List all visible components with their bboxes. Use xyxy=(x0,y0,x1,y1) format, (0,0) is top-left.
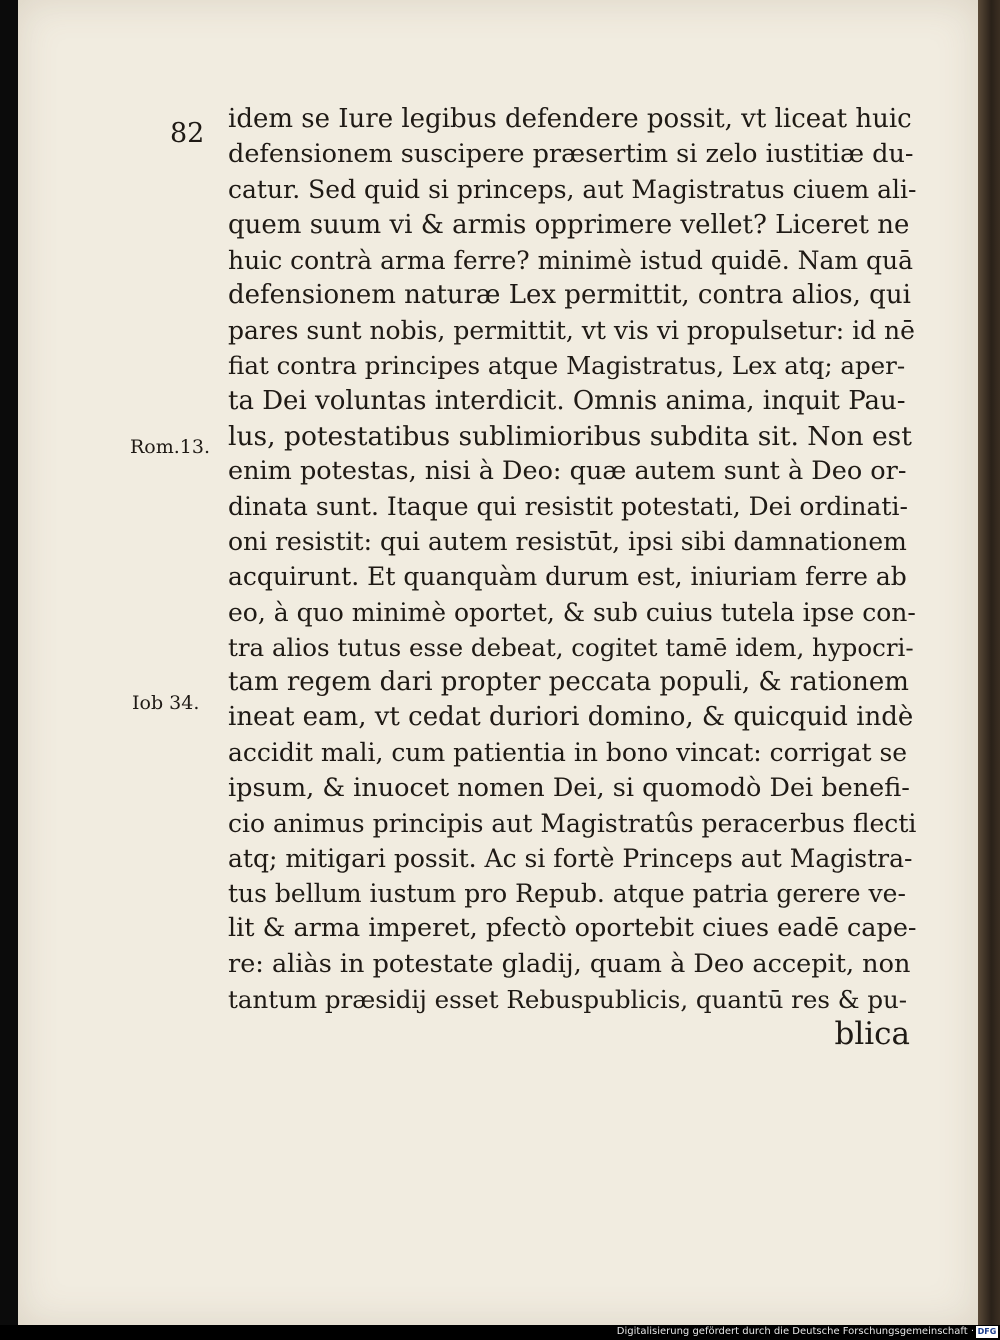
text-line: dinata sunt. Itaque qui resistit potestati, Dei ordinati- xyxy=(228,492,908,522)
text-line: huic contrà arma ferre? minimè istud quidē. Nam quā xyxy=(228,245,914,275)
margin-note-job: Iob 34. xyxy=(132,692,200,714)
text-line: enim potestas, nisi à Deo: quæ autem sunt à Deo or- xyxy=(228,455,907,486)
body-text xyxy=(228,102,918,1052)
text-line: pares sunt nobis, permittit, vt vis vi propulsetur: id nē xyxy=(228,316,915,346)
book-edge xyxy=(978,0,1000,1325)
text-line: catur. Sed quid si princeps, aut Magistratus ciuem ali- xyxy=(228,175,917,205)
text-line: acquirunt. Et quanquàm durum est, iniuriam ferre ab xyxy=(228,562,907,592)
text-line: ineat eam, vt cedat duriori domino, & quicquid indè xyxy=(228,702,914,733)
dfg-logo-icon: DFG xyxy=(977,1327,997,1336)
page-number: 82 xyxy=(170,118,205,149)
text-line: tus bellum iustum pro Repub. atque patria gerere ve- xyxy=(228,879,906,909)
text-line: ipsum, & inuocet nomen Dei, si quomodò Dei benefi- xyxy=(228,772,910,803)
text-line: defensionem suscipere præsertim si zelo iustitiæ du- xyxy=(228,139,914,170)
text-line: oni resistit: qui autem resistūt, ipsi sibi damnationem xyxy=(228,527,907,557)
text-line: defensionem naturæ Lex permittit, contra alios, qui xyxy=(228,279,911,310)
text-line: lus, potestatibus sublimioribus subdita sit. Non est xyxy=(228,420,912,452)
footer-bar xyxy=(0,1325,1000,1340)
text-line: accidit mali, cum patientia in bono vincat: corrigat se xyxy=(228,738,908,768)
text-line: re: aliàs in potestate gladij, quam à Deo accepit, non xyxy=(228,948,911,979)
margin-note-romans: Rom.13. xyxy=(130,436,211,458)
text-line: tam regem dari propter peccata populi, & rationem xyxy=(228,667,909,697)
text-line: ta Dei voluntas interdicit. Omnis anima, inquit Pau- xyxy=(228,385,906,416)
catchword: blica xyxy=(834,1015,910,1052)
text-line: eo, à quo minimè oportet, & sub cuius tutela ipse con- xyxy=(228,597,916,627)
text-line: lit & arma imperet, pfectò oportebit ciues eadē cape- xyxy=(228,913,917,944)
funding-credit: Digitalisierung gefördert durch die Deutsche Forschungsgemeinschaft · xyxy=(616,1326,974,1337)
text-line: idem se Iure legibus defendere possit, vt liceat huic xyxy=(228,104,912,134)
text-line: atq; mitigari possit. Ac si fortè Princeps aut Magistra- xyxy=(228,843,913,873)
text-line: cio animus principis aut Magistratûs peracerbus flecti xyxy=(228,808,917,838)
text-line: fiat contra principes atque Magistratus, Lex atq; aper- xyxy=(228,351,906,381)
text-line: quem suum vi & armis opprimere vellet? Liceret ne xyxy=(228,209,910,240)
text-line: tra alios tutus esse debeat, cogitet tamē idem, hypocri- xyxy=(228,632,914,662)
text-line: tantum præsidij esset Rebuspublicis, quantū res & pu- xyxy=(228,984,908,1014)
